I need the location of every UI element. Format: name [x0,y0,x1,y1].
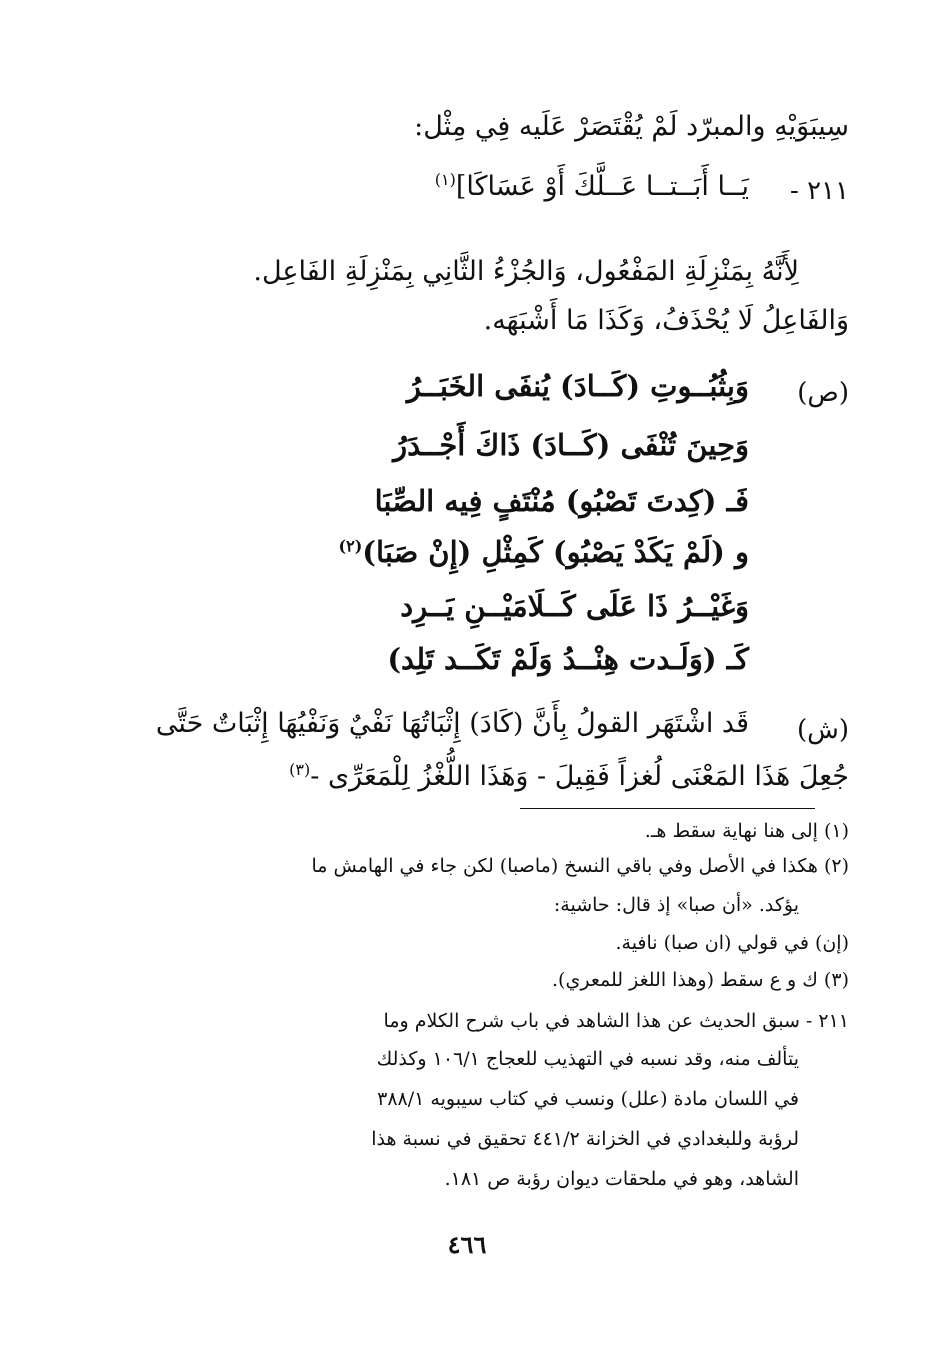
footnote-2-note-text: (إن) في قولي (ان صبا) نافية. [615,932,849,954]
footnote-211-line-3 [377,1090,799,1109]
commentary-line-2 [289,762,849,790]
explanation-text-2: وَالفَاعِلُ لَا يُحْذَفُ، وَكَذَا مَا أَشْبَهَه. [483,305,849,336]
commentary-text-2: جُعِلَ هَذَا المَعْنَى لُغزاً فَقِيلَ - وَهَذَا اللُّغْزُ لِلْمَعَرِّى - [310,761,849,792]
poem-line-3-text: فَـ (كِدتَ تَصْبُو) مُنْتَفٍ فِيه الصِّبَا [374,484,749,518]
explanation-line-1 [253,258,799,285]
footnote-211-line-5 [445,1170,799,1189]
explanation-line-2 [484,307,849,334]
footnote-1 [645,822,849,841]
commentary-marker [797,717,849,743]
explanation-text-1: لِأَنَّهُ بِمَنْزِلَةِ المَفْعُول، وَالجُزْءُ الثَّانِي بِمَنْزِلَةِ الفَاعِل. [253,256,799,287]
page-number: ٤٦٦ [447,1230,487,1259]
footnote-2-note [615,934,849,953]
footnote-divider [520,808,815,809]
footnote-3-text: (٣) ك و ع سقط (وهذا اللغز للمعري). [552,969,849,991]
text-section-marker [797,380,849,406]
footnote-1-text: (١) إلى هنا نهاية سقط هـ. [644,820,849,842]
poem-line-6-text: كَـ (وَلَـدت هِنْــدُ وَلَمْ تَكَــد تَلِد) [387,642,749,676]
poem-line-1 [406,369,749,403]
footnote-ref-2: (٢) [338,536,363,556]
footnote-211-text-2: يتألف منه، وقد نسبه في التهذيب للعجاج ١٠٦/١ وكذلك [376,1048,799,1070]
verse-line [435,172,749,200]
footnote-ref-3: (٣) [289,760,311,779]
text-section-marker-text: (ص) [797,378,849,408]
poem-line-5-text: وَغَيْــرُ ذَا عَلَى كَــلَامَيْــنِ يَــرِد [400,589,749,623]
verse-number [790,178,849,204]
footnote-ref-1: (١) [434,170,456,189]
footnote-2-continuation-text: يؤكد. «أن صبا» إذ قال: حاشية: [553,894,799,916]
intro-line [414,113,849,140]
verse-number-text: ٢١١ - [790,176,849,206]
footnote-211 [384,1012,849,1031]
commentary-line-1 [156,710,749,737]
poem-line-1-text: وَبِثُبُــوتِ (كَــادَ) يُنفَى الخَبَــرُ [406,369,749,403]
poem-line-3 [374,484,749,518]
footnote-2-continuation [554,896,799,915]
intro-text: سِيبَوَيْهِ والمبرّد لَمْ يُقْتَصَرْ عَلَيه فِي مِثْل: [414,111,849,142]
poem-line-2 [393,428,749,462]
poem-line-4-text: و (لَمْ يَكَدْ يَصْبُو) كَمِثْلِ (إِنْ صَبَا) [362,535,749,569]
footnote-211-text-1: ٢١١ - سبق الحديث عن هذا الشاهد في باب شرح الكلام وما [383,1010,849,1032]
poem-line-4 [338,535,749,569]
footnote-211-line-2 [377,1050,799,1069]
footnote-211-text-3: في اللسان مادة (علل) ونسب في كتاب سيبويه ٣٨٨/١ [377,1088,799,1110]
footnote-211-text-4: لرؤبة وللبغدادي في الخزانة ٤٤١/٢ تحقيق في نسبة هذا [371,1128,799,1150]
footnote-211-text-5: الشاهد، وهو في ملحقات ديوان رؤبة ص ١٨١. [444,1168,799,1190]
poem-line-5 [400,589,749,623]
footnote-3 [552,971,849,990]
verse-text: يَــا أَبَــتــا عَــلَّكَ أَوْ عَسَاكَا] [455,171,749,202]
footnote-2-text: (٢) هكذا في الأصل وفي باقي النسخ (ماصبا) لكن جاء في الهامش ما [311,855,849,877]
commentary-text-1: قَد اشْتَهَر القولُ بِأَنَّ (كَادَ) إِثْبَاتُهَا نَفْيٌ وَنَفْيُهَا إِثْبَاتٌ حَتَّى [155,708,749,739]
footnote-2 [311,857,849,876]
commentary-marker-text: (ش) [796,715,849,745]
footnote-211-line-4 [371,1130,799,1149]
poem-line-2-text: وَحِينَ تُنْفَى (كَــادَ) ذَاكَ أَجْــدَرُ [393,428,749,462]
poem-line-6 [387,642,749,676]
